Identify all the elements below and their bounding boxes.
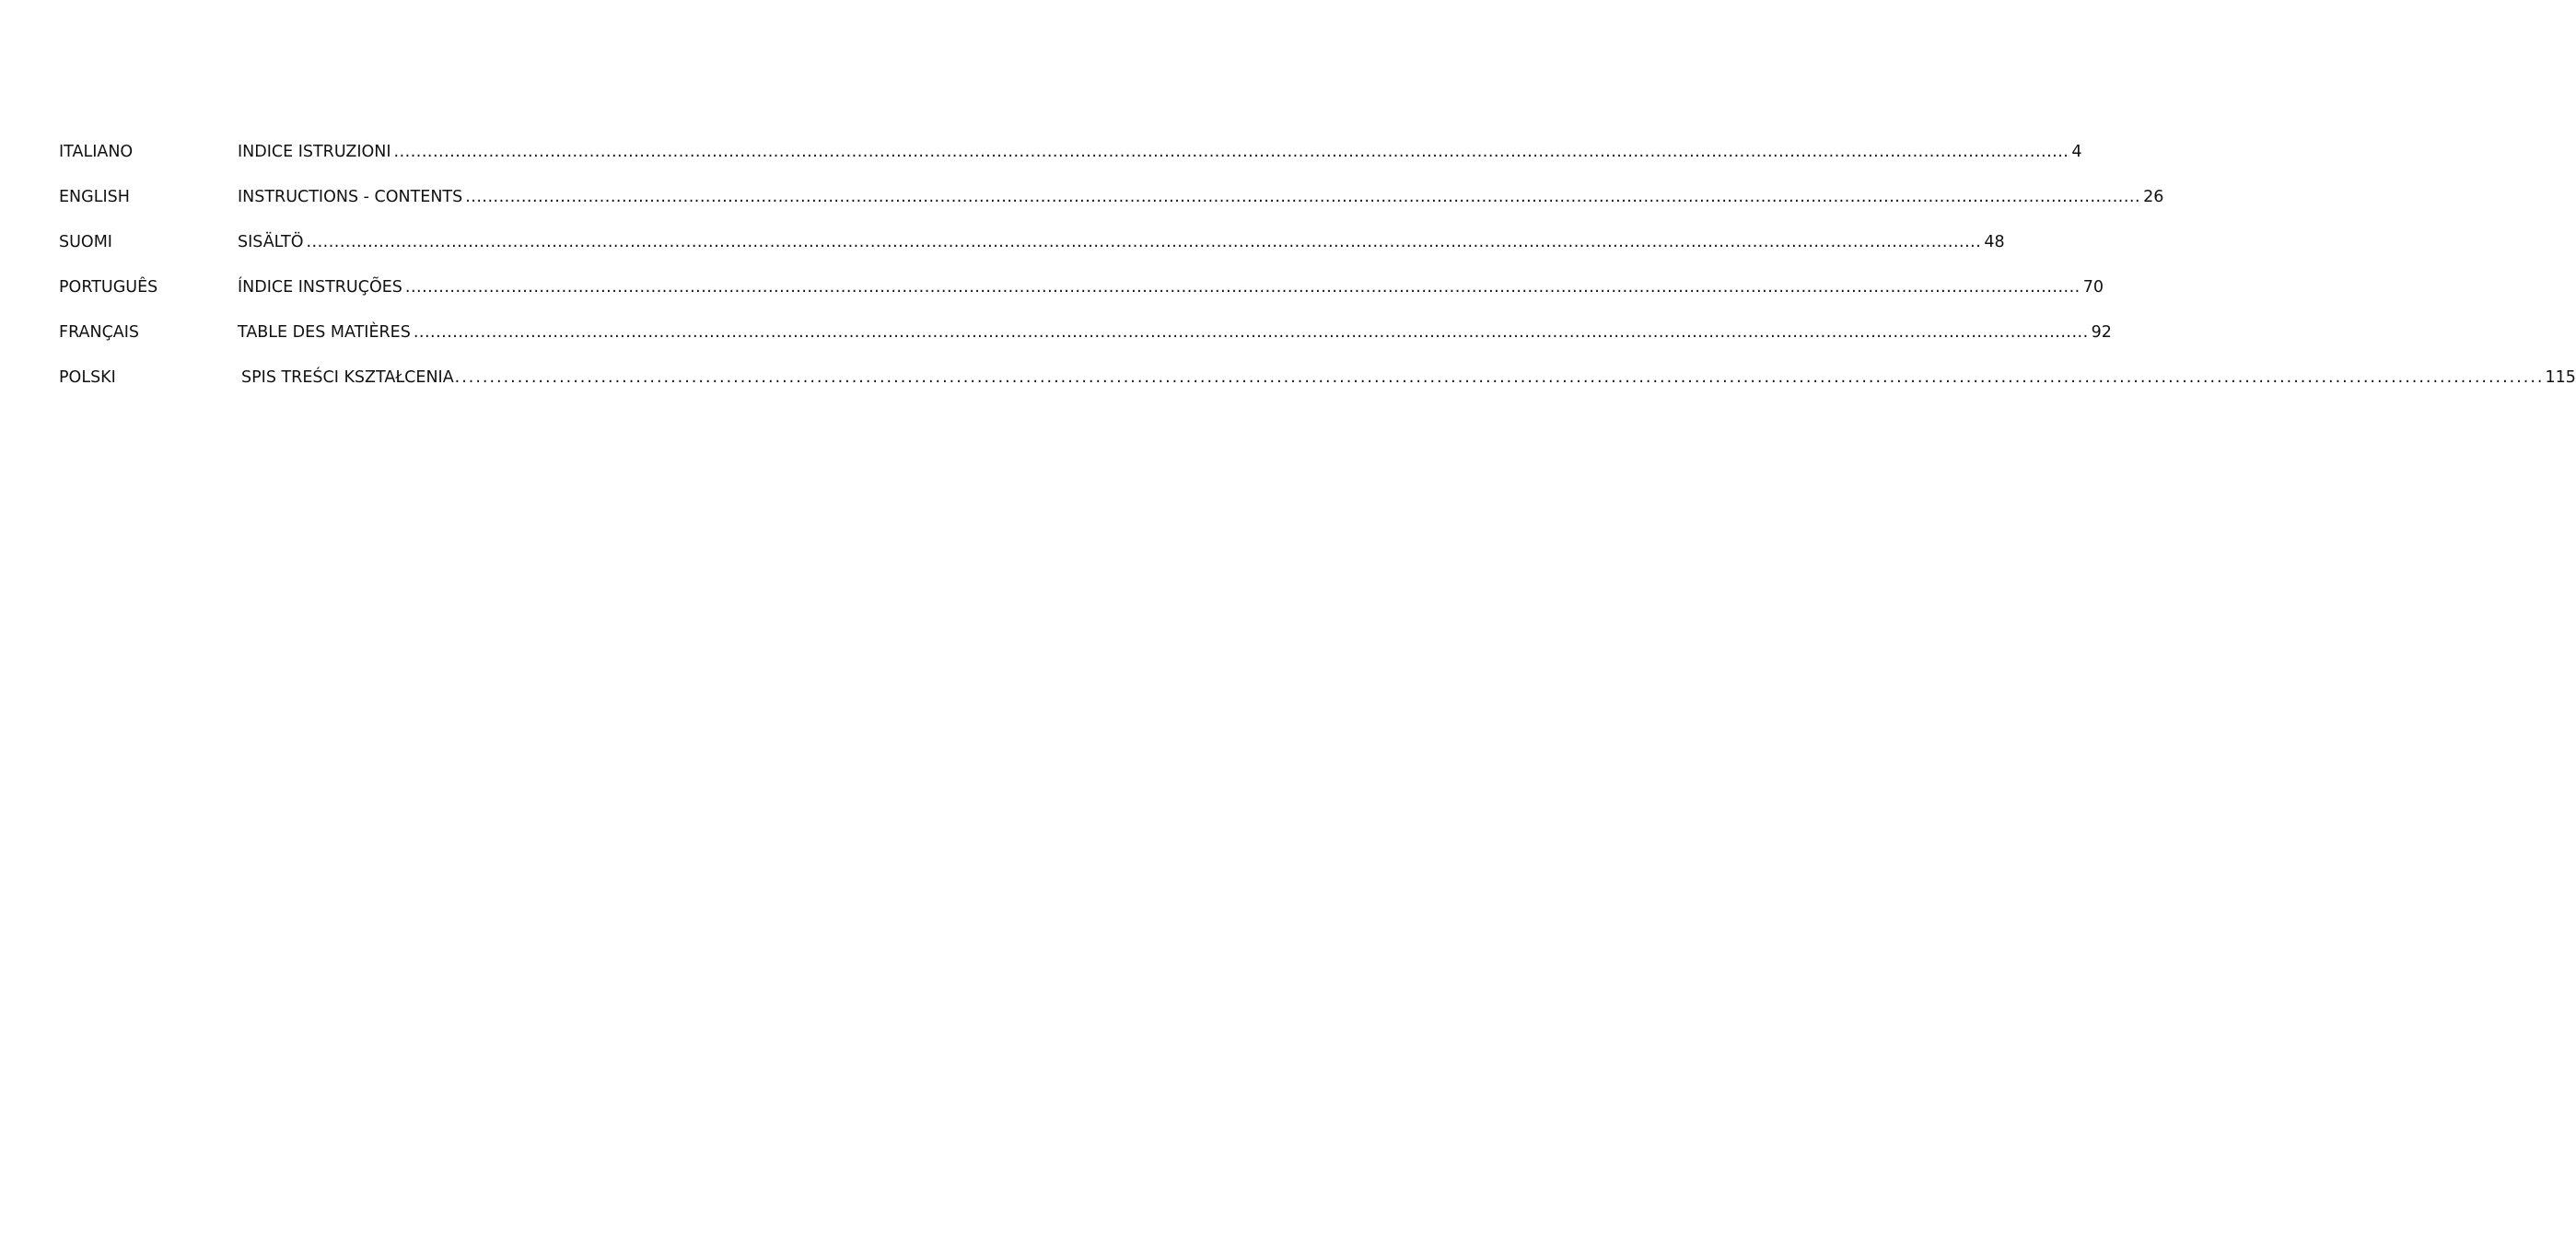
toc-entry-francais[interactable] [0, 319, 2112, 346]
toc-language: ITALIANO [59, 143, 134, 161]
dot-leader: ............................................................................................................................................................................................................................................................................................................ [465, 188, 2141, 206]
toc-page-number: 92 [2091, 323, 2112, 342]
dot-leader: ............................................................................................................................................................................................................................................................................................................ [306, 233, 1982, 251]
toc-entry-link[interactable] [238, 228, 2005, 256]
toc-page-number: 26 [2143, 188, 2164, 206]
toc-entry-link[interactable] [241, 364, 2576, 391]
toc-language: POLSKI [59, 368, 116, 387]
toc-entry-link[interactable] [238, 274, 2104, 301]
toc-language: FRANÇAIS [59, 323, 140, 342]
toc-language: SUOMI [59, 233, 112, 251]
toc-entry-portugues[interactable] [0, 274, 2104, 301]
toc-title: TABLE DES MATIÈRES [238, 323, 411, 342]
toc-page-number: 48 [1984, 233, 2005, 251]
toc-page-number: 70 [2082, 278, 2104, 297]
toc-page-number: 115 [2545, 368, 2576, 387]
toc-title: SISÄLTÖ [238, 233, 304, 251]
toc-entry-link[interactable] [238, 183, 2164, 211]
toc-language: PORTUGUÊS [59, 278, 158, 297]
toc-entry-link[interactable] [238, 138, 2082, 166]
toc-title: ÍNDICE INSTRUÇÕES [238, 278, 402, 297]
dot-leader: ............................................................................................................................................................................................................................................................................................................ [393, 143, 2069, 161]
dot-leader: ............................................................................................................................................................................................................................................................................................................ [413, 323, 2089, 342]
toc-entry-english[interactable] [0, 183, 2164, 211]
toc-entry-polski[interactable] [0, 364, 2576, 391]
toc-title: INSTRUCTIONS - CONTENTS [238, 188, 463, 206]
toc-entry-suomi[interactable] [0, 228, 2005, 256]
dot-leader: ............................................................................................................................................................................................................................................................................................................ [454, 368, 2545, 387]
toc-title: INDICE ISTRUZIONI [238, 143, 391, 161]
toc-title: SPIS TREŚCI KSZTAŁCENIA [241, 368, 454, 387]
toc-language: ENGLISH [59, 188, 130, 206]
toc-entry-link[interactable] [238, 319, 2112, 346]
dot-leader: ............................................................................................................................................................................................................................................................................................................ [404, 278, 2081, 297]
toc-entry-italiano[interactable] [0, 138, 2082, 166]
toc-page-number: 4 [2071, 143, 2082, 161]
